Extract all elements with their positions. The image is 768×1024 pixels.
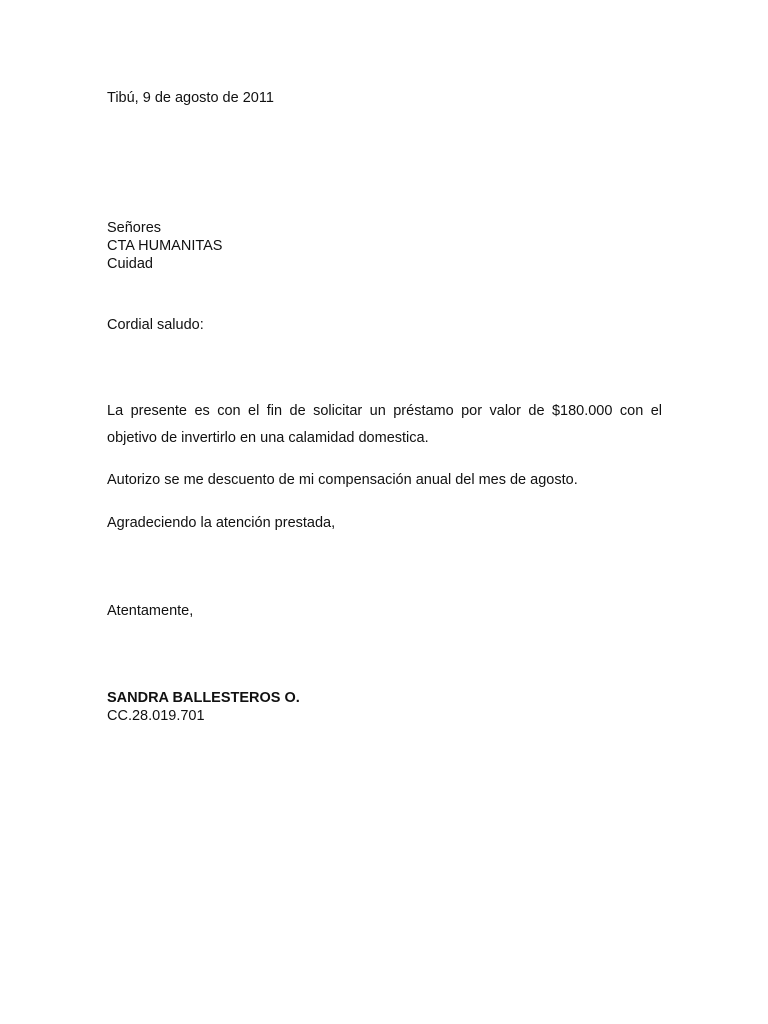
recipient-city: Cuidad bbox=[107, 256, 153, 272]
closing: Atentamente, bbox=[107, 603, 194, 619]
greeting: Cordial saludo: bbox=[107, 317, 204, 333]
body-paragraph-thanks: Agradeciendo la atención prestada, bbox=[107, 515, 336, 531]
signature-id-number: CC.28.019.701 bbox=[107, 708, 205, 724]
signature-name: SANDRA BALLESTEROS O. bbox=[107, 690, 300, 706]
recipient-title: Señores bbox=[107, 220, 162, 236]
recipient-organization: CTA HUMANITAS bbox=[107, 238, 223, 254]
body-paragraph-request: La presente es con el fin de solicitar un préstamo por valor de $180.000 con el objetivo de invertirlo en una calamidad domestica. bbox=[107, 403, 662, 446]
body-paragraph-authorization: Autorizo se me descuento de mi compensación anual del mes de agosto. bbox=[107, 472, 578, 488]
date-line: Tibú, 9 de agosto de 2011 bbox=[107, 90, 274, 106]
